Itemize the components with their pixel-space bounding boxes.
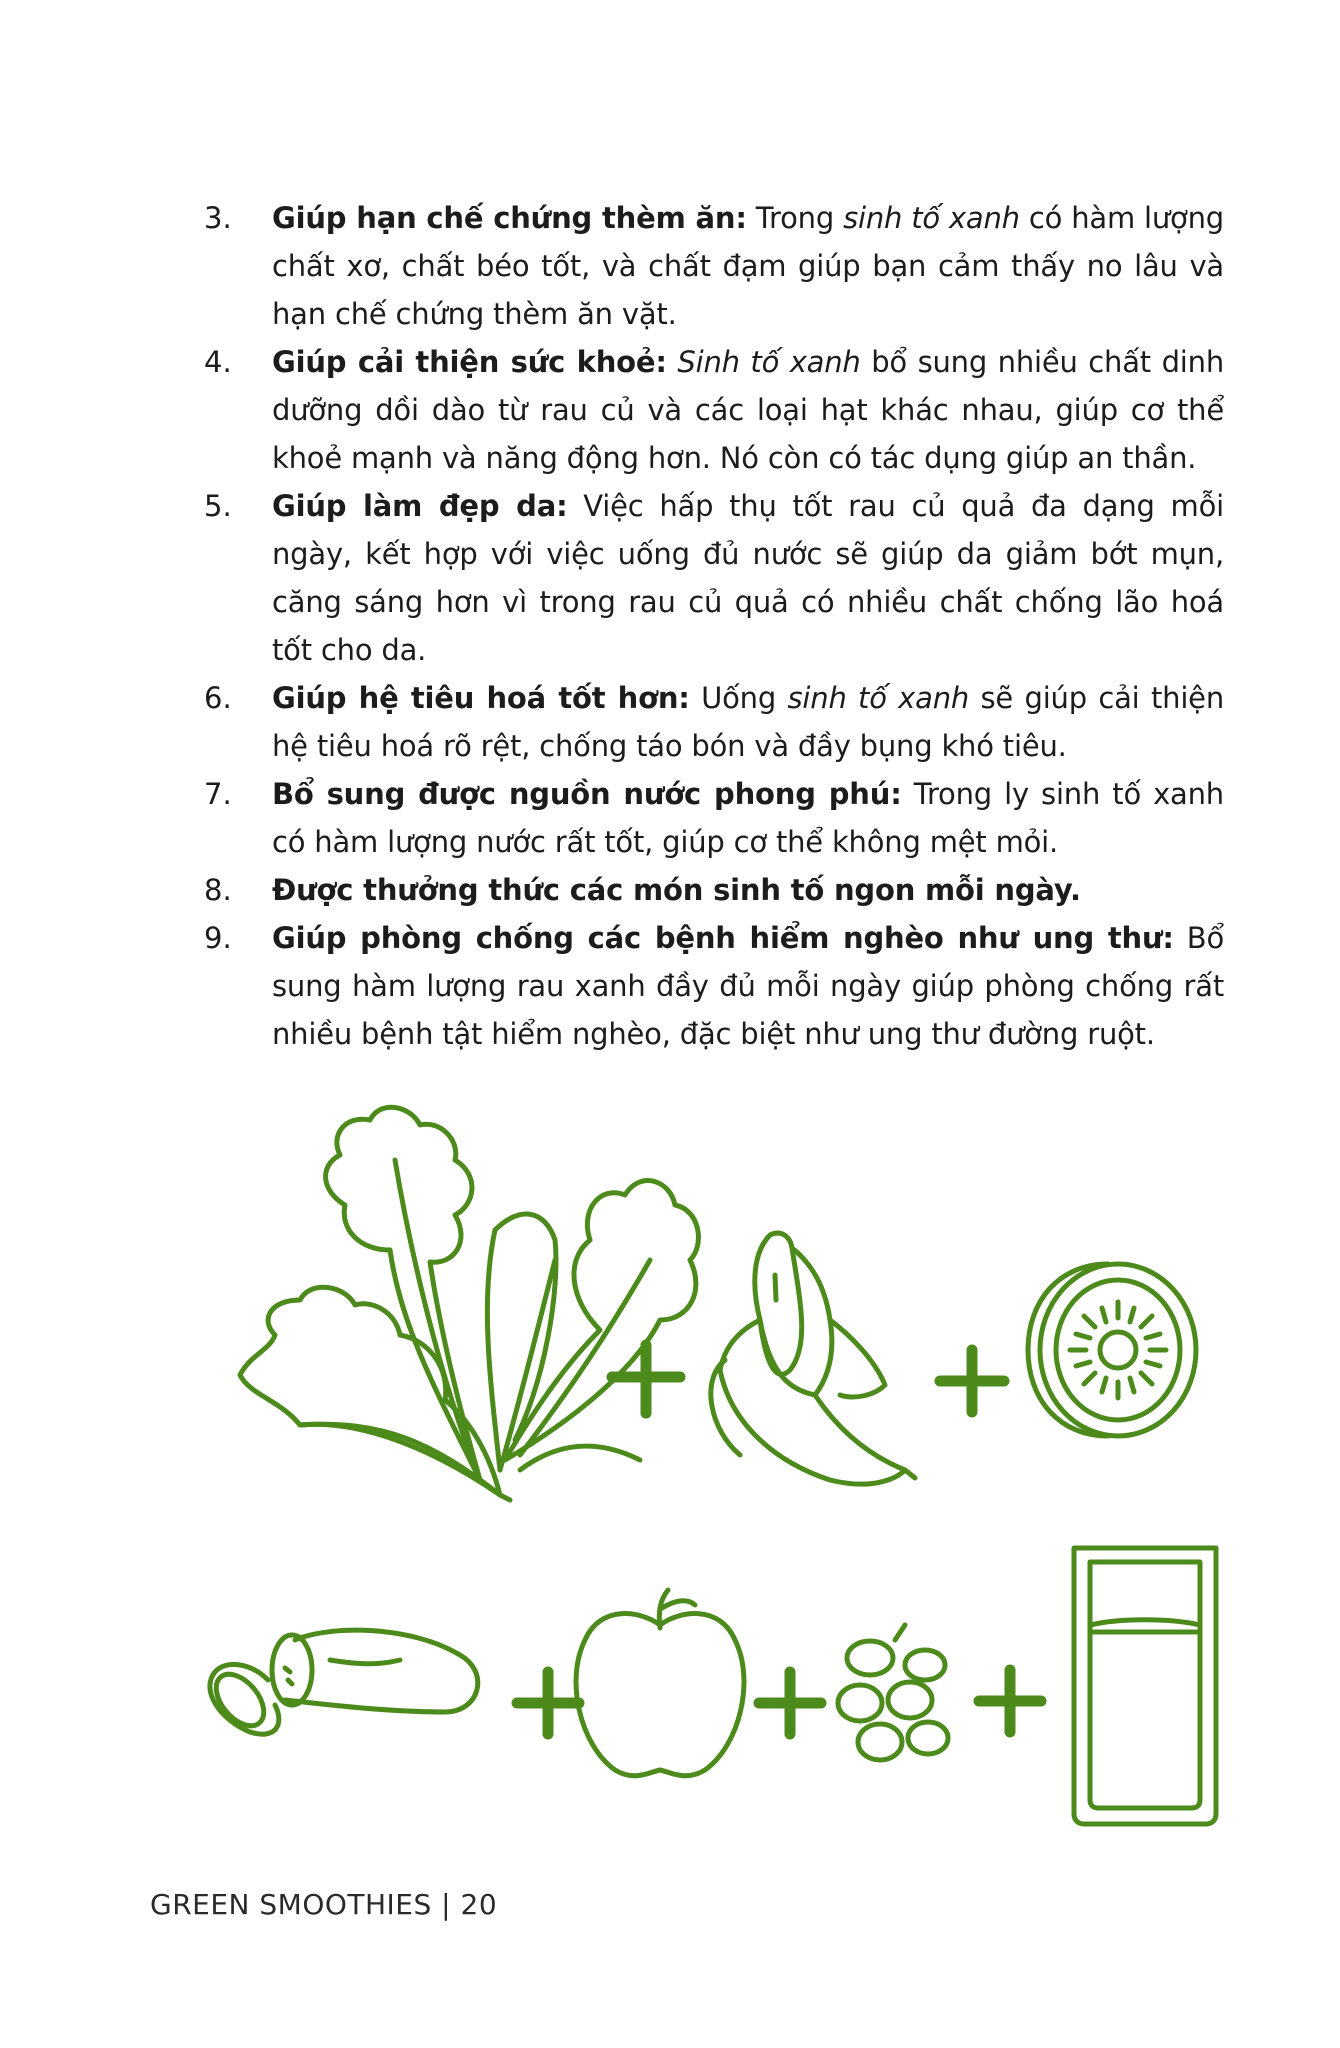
page-footer bbox=[150, 1888, 497, 1921]
plus-icon bbox=[940, 1350, 1004, 1412]
item-text-part: Bổ sung hàm lượng rau xanh đầy đủ mỗi ngày giúp phòng chống rất nhiều bệnh tật hiểm nghèo, đặc biệt như ung thư đường ruột. bbox=[272, 921, 1224, 1051]
footer-separator: | bbox=[431, 1888, 461, 1921]
plus-icon bbox=[517, 1672, 579, 1734]
glass-of-juice-icon bbox=[1074, 1548, 1216, 1824]
item-number: 6. bbox=[204, 681, 232, 715]
item-number: 8. bbox=[204, 873, 232, 907]
item-label: Giúp hạn chế chứng thèm ăn: bbox=[272, 201, 747, 235]
item-number: 4. bbox=[204, 345, 232, 379]
item-emphasis: sinh tố xanh bbox=[787, 681, 970, 715]
item-emphasis: sinh tố xanh bbox=[843, 201, 1020, 235]
item-text-part: bổ sung nhiều chất dinh dưỡng dồi dào từ rau củ và các loại hạt khác nhau, giúp cơ thể khoẻ mạnh và năng động hơn. Nó còn có tác dụng giúp an thần. bbox=[272, 345, 1224, 475]
item-emphasis: Sinh tố xanh bbox=[677, 345, 861, 379]
item-text-part: Trong bbox=[746, 201, 844, 235]
item-label: Giúp cải thiện sức khoẻ: bbox=[272, 345, 667, 379]
item-number: 5. bbox=[204, 489, 232, 523]
item-number: 9. bbox=[204, 921, 232, 955]
apple-icon bbox=[576, 1590, 744, 1776]
book-title: GREEN SMOOTHIES bbox=[150, 1888, 432, 1921]
item-number: 7. bbox=[204, 777, 232, 811]
item-label: Được thưởng thức các món sinh tố ngon mỗi ngày. bbox=[272, 873, 1081, 907]
leafy-greens-icon bbox=[240, 1107, 698, 1500]
plus-icon bbox=[759, 1672, 821, 1734]
item-text-part: sẽ giúp cải thiện hệ tiêu hoá rõ rệt, chống táo bón và đầy bụng khó tiêu. bbox=[272, 681, 1224, 763]
item-text-part: Uống bbox=[689, 681, 788, 715]
item-label: Giúp phòng chống các bệnh hiểm nghèo như ung thư: bbox=[272, 921, 1174, 955]
item-text-part: Trong ly sinh tố xanh có hàm lượng nước rất tốt, giúp cơ thể không mệt mỏi. bbox=[272, 777, 1224, 859]
grapes-icon bbox=[838, 1625, 948, 1760]
banana-icon bbox=[711, 1233, 915, 1484]
item-label: Bổ sung được nguồn nước phong phú: bbox=[272, 777, 902, 811]
item-text-part: có hàm lượng chất xơ, chất béo tốt, và chất đạm giúp bạn cảm thấy no lâu và hạn chế chứng thèm ăn vặt. bbox=[272, 201, 1224, 331]
kiwi-icon bbox=[1028, 1264, 1196, 1436]
item-label: Giúp làm đẹp da: bbox=[272, 489, 568, 523]
cucumber-icon bbox=[207, 1630, 478, 1734]
page-number: 20 bbox=[460, 1888, 498, 1921]
plus-icon bbox=[612, 1345, 680, 1413]
item-label: Giúp hệ tiêu hoá tốt hơn: bbox=[272, 681, 690, 715]
item-text-part: Việc hấp thụ tốt rau củ quả đa dạng mỗi ngày, kết hợp với việc uống đủ nước sẽ giúp da giảm bớt mụn, căng sáng hơn vì trong rau củ quả có nhiều chất chống lão hoá tốt cho da. bbox=[272, 489, 1224, 667]
plus-icon bbox=[979, 1670, 1041, 1732]
item-number: 3. bbox=[204, 201, 232, 235]
